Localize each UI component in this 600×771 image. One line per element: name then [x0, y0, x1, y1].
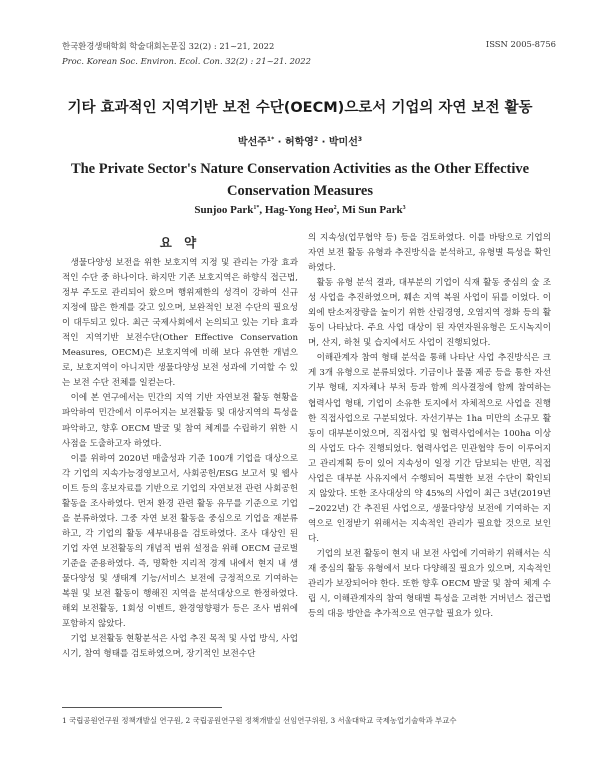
abstract-left-column — [62, 256, 298, 662]
abstract-paragraph: 이해관계자 참여 형태 분석을 통해 나타난 사업 추진방식은 크게 3개 유형으로 분류되었다. 기금이나 물품 제공 등을 통한 자선기부 형태, 지자체나 부처 등과 함께 의사결정에 함께 참여하는 협력사업 형태, 기업이 소유한 토지에서 자체적으로 사업을 진행한 직접사업으로 구분되었다. 자선기부는 1ha 미만의 소규모 활동이 대부분이었으며, 직접사업 및 협력사업에서는 100ha 이상의 사업도 다수 진행되었다. 협력사업은 민관협약 등이 이루어지고 관리계획 등이 있어 지속성이 일정 기간 담보되는 반면, 직접사업은 대부분 사유지에서 수행되어 특별한 보전 수단이 확인되지 않았다. 또한 조사대상의 약 45%의 사업이 최근 3년(2019년~2022년) 간 추진된 사업으로, 생물다양성 보전에 기여하는 지역으로 인정받기 위해서는 지속적인 관리가 필요할 것으로 보인다. — [308, 353, 551, 544]
authors-en — [0, 204, 600, 216]
journal-name-en: Proc. Korean Soc. Environ. Ecol. Con. 32(2) : 21~21. 2022 — [62, 56, 311, 66]
issn: ISSN 2005-8756 — [485, 39, 556, 49]
abstract-paragraph: 활동 유형 분석 결과, 대부분의 기업이 식재 활동 중심의 숲 조성 사업을 추진하였으며, 훼손 지역 복원 사업이 뒤를 이었다. 이 외에 탄소저장량을 높이기 위한 산림경영, 오염지역 정화 등의 활동이 나타났다. 주요 사업 대상이 된 자연자원유형은 도시녹지이며, 산지, 하천 및 습지에서도 사업이 진행되었다. — [308, 278, 551, 349]
abstract-heading: 요 약 — [159, 235, 201, 250]
abstract-paragraph: 의 지속성(업무협약 등) 등을 검토하였다. 이를 바탕으로 기업의 자연 보전 활동 유형과 추진방식을 분석하고, 유형별 특성을 확인하였다. — [308, 233, 551, 274]
abstract-paragraph: 기업의 보전 활동이 현지 내 보전 사업에 기여하기 위해서는 식재 중심의 활동 유형에서 보다 다양해질 필요가 있으며, 지속적인 관리가 보장되어야 한다. 또한 향후 OECM 발굴 및 참여 체계 수립 시, 이해관계자의 참여 형태별 특성을 고려한 거버넌스 접근법 등의 대응 방안을 추가적으로 연구할 필요가 있다. — [308, 548, 551, 620]
abstract-paragraph: 이에 본 연구에서는 민간의 지역 기반 자연보전 활동 현황을 파악하여 민간에서 이루어지는 보전활동 및 대상지역의 특성을 파악하고, 향후 OECM 발굴 및 참여 체계를 수립하기 위한 시사점을 도출하고자 하였다. — [62, 393, 298, 449]
abstract-right-column — [308, 231, 551, 622]
abstract-paragraph: 이를 위하여 2020년 매출성과 기준 100개 기업을 대상으로 각 기업의 지속가능경영보고서, 사회공헌/ESG 보고서 및 웹사이트 등의 홍보자료를 기반으로 기업의 자연보전 관련 사회공헌활동을 조사하였다. 먼저 환경 관련 활동 유무를 기준으로 기업을 분류하였다. 그중 자연 보전 활동을 중심으로 기업을 재분류하고, 각 기업의 활동 세부내용을 검토하였다. 조사 대상인 된 기업 자연 보전활동의 개념적 범위 설정을 위해 OECM 글로벌 기준을 준용하였다. 즉, 명확한 지리적 경계 내에서 현지 내 생물다양성 및 생태계 기능/서비스 보전에 긍정적으로 기여하는 복원 및 보전 활동이 행해진 지역을 분석대상으로 한정하였다. 해외 보전활동, 1회성 이벤트, 환경영향평가 등은 조사 범위에 포함하지 않았다. — [62, 453, 298, 630]
paper-title-en: The Private Sector's Nature Conservation Activities as the Other Effective Conservation Measures — [70, 161, 530, 199]
authors-ko-text: 박선주$^{1*}$ · 허학영$^2$ · 박미선$^3$ — [237, 136, 363, 148]
paper-title-ko: 기타 효과적인 지역기반 보전 수단(OECM)으로서 기업의 자연 보전 활동 — [67, 100, 533, 116]
journal-name-ko: 한국환경생태학회 학술대회논문집 32(2) : 21~21, 2022 — [62, 41, 275, 51]
authors-ko — [0, 133, 600, 148]
footnote: 1 국립공원연구원 정책개발실 연구원, 2 국립공원연구원 정책개발실 선임연구위원, 3 서울대학교 국제농업기술학과 부교수 — [62, 716, 457, 725]
journal-header — [62, 39, 311, 69]
abstract-paragraph: 생물다양성 보전을 위한 보호지역 지정 및 관리는 가장 효과적인 수단 중 하나이다. 하지만 기존 보호지역은 하향식 접근법, 정부 주도로 관리되어 왔으며 행위제한의 성격이 강하여 신규 지정에 많은 한계를 갖고 있으며, 보완적인 보전 수단의 필요성이 대두되고 있다. 최근 국제사회에서 논의되고 있는 기타 효과적인 지역기반 보전수단(Other Effective Conservation Measures, OECM)은 보호지역에 비해 보다 유연한 개념으로, 보호지역이 아니지만 생물다양성 보전 성과에 기여할 수 있는 보전 수단 전체를 일컫는다. — [62, 258, 298, 389]
footnote-divider — [62, 707, 222, 708]
abstract-paragraph: 기업 보전활동 현황분석은 사업 추진 목적 및 사업 방식, 사업 시기, 참여 형태를 검토하였으며, 장기적인 보전수단 — [62, 634, 298, 660]
authors-en-text: Sunjoo Park$^{1*}$, Hag-Yong Heo$^2$, Mi Sun Park$^3$ — [194, 204, 406, 216]
